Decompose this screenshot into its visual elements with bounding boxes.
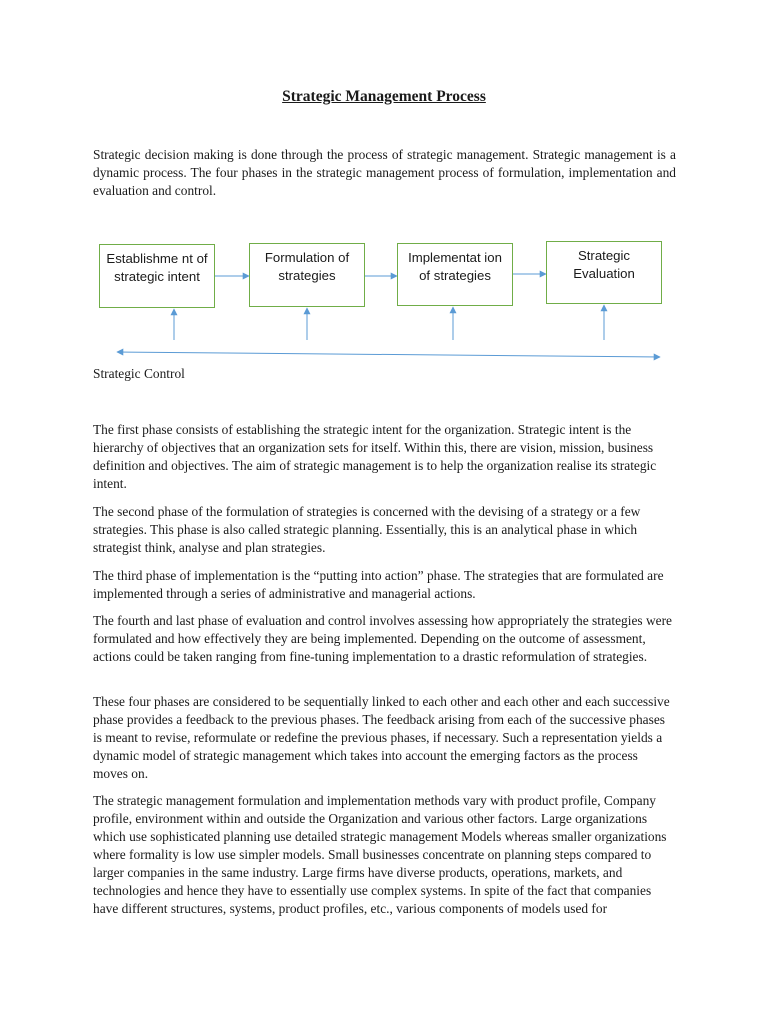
phase-box-label: Establishme nt of strategic intent	[106, 251, 208, 284]
body-paragraph-2: The second phase of the formulation of strategies is concerned with the devising of a strategy or a few strategies. This phase is also called strategic planning. Essentially, this is an analytical phase in which strategist think, analyse and plan strategies.	[93, 504, 641, 555]
phase-box-implementation	[397, 243, 513, 306]
body-paragraph-5: These four phases are considered to be sequentially linked to each other and each other and each successive phase provides a feedback to the previous phases. The feedback arising from each of the successive phases is meant to revise, reformulate or redefine the previous phases, if necessary. Such a representation yields a dynamic model of strategic management which takes into account the emerging factors as the process moves on.	[93, 694, 670, 781]
phase-box-formulation	[249, 243, 365, 307]
body-paragraph-6: The strategic management formulation and implementation methods vary with product profile, Company profile, environment within and outside the Organization and various other factors. Large organizations which use sophisticated planning use detailed strategic management Models whereas smaller organizations where formality is low use simpler models. Small businesses concentrate on planning steps compared to larger companies in the same industry. Large firms have diverse products, operations, markets, and technologies and hence they have to essentially use complex systems. In spite of the fact that companies have different structures, systems, product profiles, etc., various components of models used for	[93, 793, 667, 916]
phase-box-label: Formulation of strategies	[264, 250, 350, 283]
phase-box-evaluation	[546, 241, 662, 304]
phase-box-intent	[99, 244, 215, 308]
strategic-control-label: Strategic Control	[93, 366, 185, 381]
body-paragraph-3: The third phase of implementation is the “putting into action” phase. The strategies that are formulated are implemented through a series of administrative and managerial actions.	[93, 568, 664, 601]
control-double-arrow	[117, 352, 660, 357]
intro-paragraph: Strategic decision making is done through the process of strategic management. Strategic management is a dynamic process. The four phases in the strategic management process of formulation, implementation and evaluation and control.	[93, 147, 676, 198]
body-paragraph-1: The first phase consists of establishing the strategic intent for the organization. Strategic intent is the hierarchy of objectives that an organization sets for itself. Within this, there are vision, mission, business definition and objectives. The aim of strategic management is to help the organization realise its strategic intent.	[93, 422, 657, 491]
process-diagram	[0, 0, 768, 400]
phase-box-label: Implementat ion of strategies	[408, 250, 502, 283]
document-title: Strategic Management Process	[282, 88, 486, 105]
diagram-arrows	[0, 0, 768, 400]
phase-box-label: Strategic Evaluation	[573, 248, 635, 281]
body-paragraph-4: The fourth and last phase of evaluation and control involves assessing how appropriately the strategies were formulated and how effectively they are being implemented. Depending on the outcome of assessment, actions could be taken ranging from fine-tuning implementation to a drastic reformulation of strategies.	[93, 613, 672, 664]
